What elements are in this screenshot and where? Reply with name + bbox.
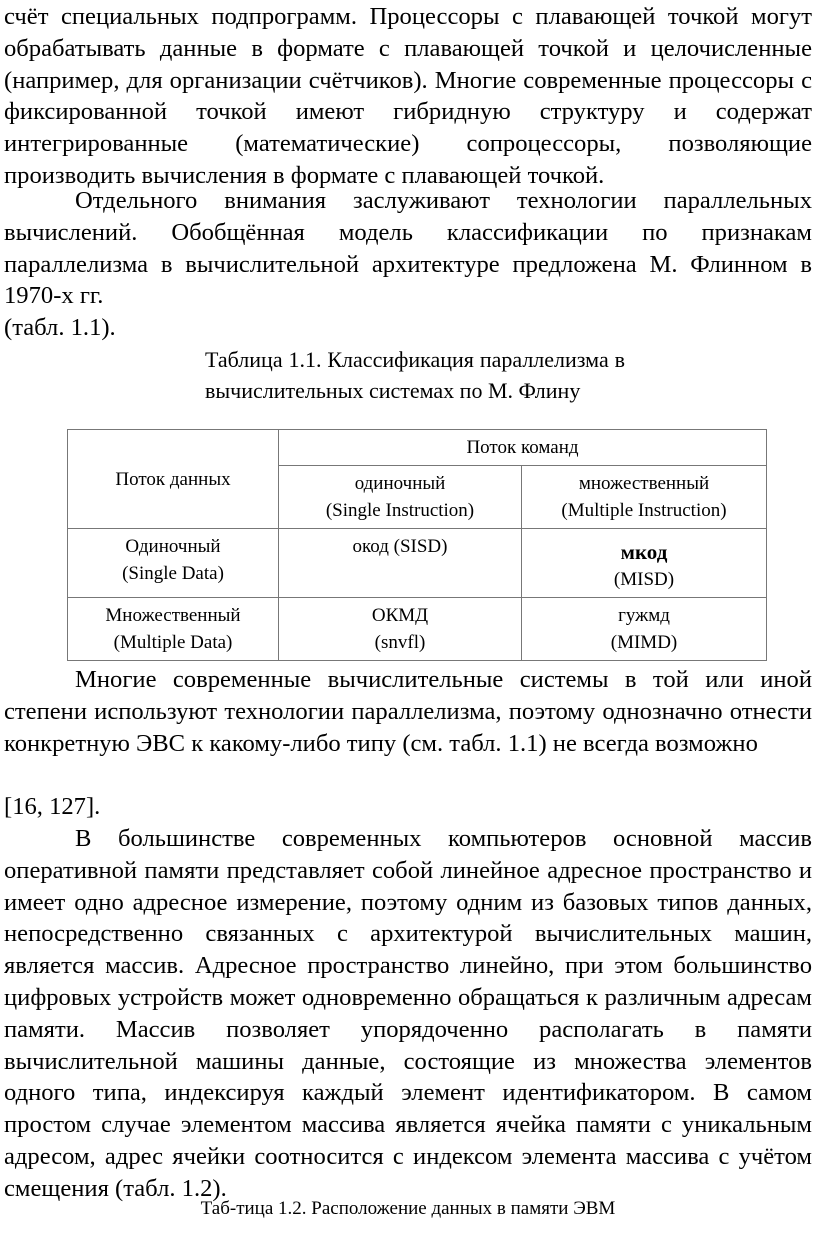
cell-misd — [522, 529, 767, 598]
paragraph-table-reference: (табл. 1.1). — [4, 314, 116, 341]
cell-text-en: (snvfl) — [374, 632, 426, 653]
cell-simd — [279, 598, 522, 661]
row-header-label-en: (Single Data) — [122, 563, 224, 584]
cell-text: мкод — [620, 540, 668, 564]
table-row — [68, 430, 767, 466]
table2-caption: Таб-тица 1.2. Расположение данных в памяти ЭВМ — [200, 1198, 616, 1219]
row-header-label-en: (Multiple Data) — [113, 632, 233, 653]
paragraph-parallelism-usage: Многие современные вычислительные системы в той или иной степени используют технологии параллелизма, поэтому однозначно отнести конкретную ЭВС к какому-либо типу (см. табл. 1.1) не всегда возможно — [4, 666, 812, 757]
cell-text: окод (SISD) — [352, 536, 448, 557]
paragraph-citation: [16, 127]. — [4, 793, 101, 820]
column-header-multiple-instruction — [522, 466, 767, 529]
row-header-label: Одиночный — [125, 536, 221, 557]
table-row — [68, 529, 767, 598]
row-header-single-data — [68, 529, 279, 598]
cell-text: ОКМД — [371, 605, 429, 626]
column-header-label-en: (Single Instruction) — [325, 500, 475, 521]
table-row — [68, 598, 767, 661]
paragraph-parallel-computing: Отдельного внимания заслуживают технологии параллельных вычислений. Обобщённая модель классификации по признакам параллелизма в вычислительной архитектуре предложена М. Флинном в 1970-х гг. — [4, 187, 812, 310]
column-header-single-instruction — [279, 466, 522, 529]
column-header-label: одиночный — [354, 473, 446, 494]
cell-text: гужмд — [618, 605, 670, 626]
paragraph-memory-array: В большинстве современных компьютеров основной массив оперативной памяти представляет собой линейное адресное пространство и имеет одно адресное измерение, поэтому одним из базовых типов данных, непосредственно связанных с архитектурой вычислительных машин, является массив. Адресное пространство линейно, при этом большинство цифровых устройств может одновременно обращаться к различным адресам памяти. Массив позволяет упорядоченно располагать в памяти вычислительной машины данные, состоящие из множества элементов одного типа, индексируя каждый элемент идентификатором. В самом простом случае элементом массива является ячейка памяти с уникальным адресом, адрес ячейки соотносится с индексом элемента массива с учётом смещения (табл. 1.2). — [4, 825, 812, 1202]
column-header-label-en: (Multiple Instruction) — [561, 500, 727, 521]
cell-sisd — [279, 529, 522, 598]
cell-mimd — [522, 598, 767, 661]
instruction-stream-header: Поток команд — [279, 430, 767, 466]
data-stream-header: Поток данных — [68, 430, 279, 529]
flynn-classification-table — [67, 429, 767, 661]
row-header-multiple-data — [68, 598, 279, 661]
column-header-label: множественный — [578, 473, 710, 494]
table-caption: Таблица 1.1. Классификация параллелизма в вычислительных системах по М. Флину — [205, 347, 625, 403]
paragraph-floating-point: счёт специальных подпрограмм. Процессоры с плавающей точкой могут обрабатывать данные в формате с плавающей точкой и целочисленные (например, для организации счётчиков). Многие современные процессоры с фиксированной точкой имеют гибридную структуру и содержат интегрированные (математические) сопроцессоры, позволяющие производить вычисления в формате с плавающей точкой. — [4, 3, 812, 189]
cell-text-en: (MISD) — [613, 569, 675, 590]
row-header-label: Множественный — [105, 605, 241, 626]
cell-text-en: (MIMD) — [610, 632, 678, 653]
